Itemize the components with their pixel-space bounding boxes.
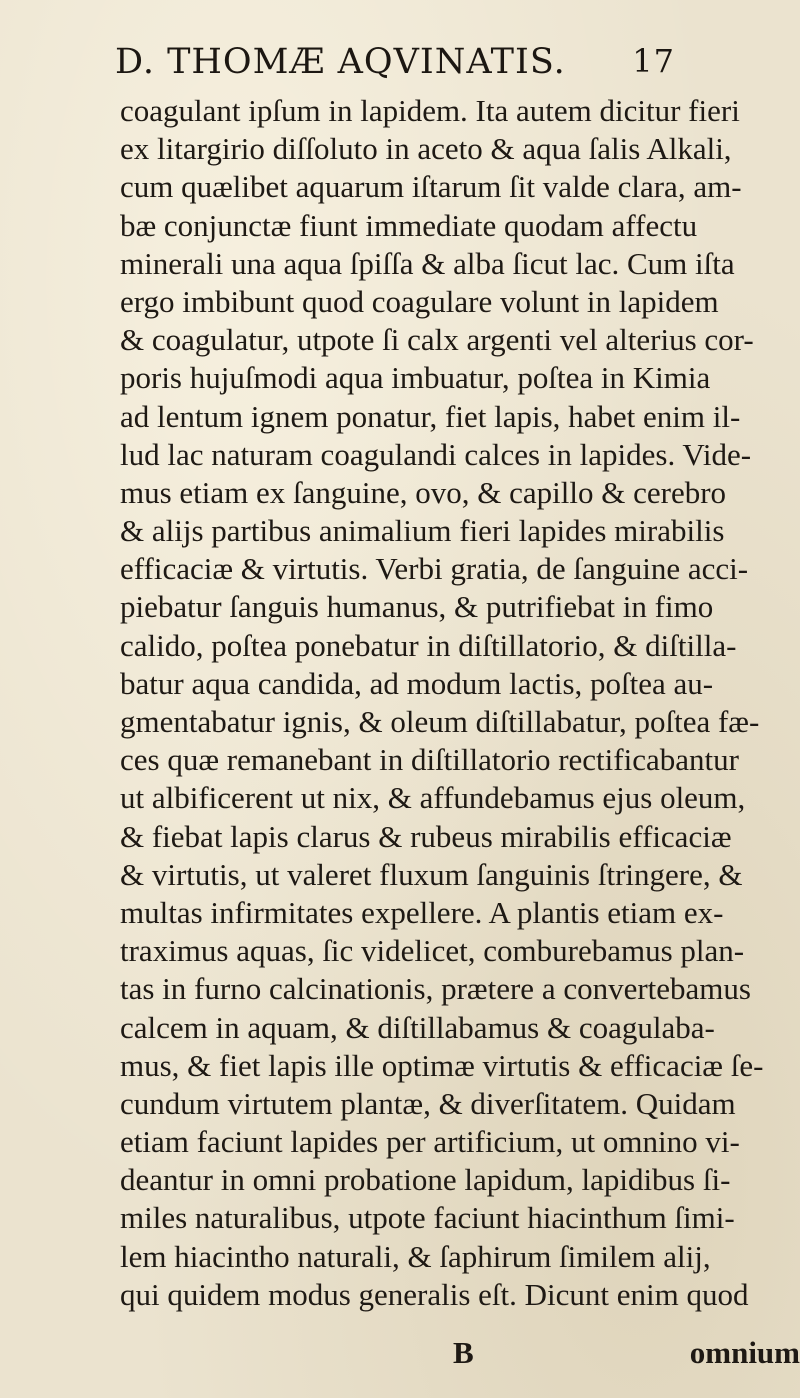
running-title: D. THOMÆ AQVINATIS. <box>115 42 566 82</box>
text-line: traximus aquas, ſic videlicet, comburebamus plan- <box>120 933 745 969</box>
text-line: poris hujuſmodi aqua imbuatur, poſtea in Kimia <box>120 360 711 396</box>
text-line: multas infirmitates expellere. A plantis etiam ex- <box>120 894 724 930</box>
text-line: & fiebat lapis clarus & rubeus mirabilis efficaciæ <box>120 818 732 854</box>
text-line: ad lentum ignem ponatur, fiet lapis, habet enim il- <box>120 398 741 434</box>
text-line: lud lac naturam coagulandi calces in lapides. Vide- <box>120 436 752 472</box>
text-line: ergo imbibunt quod coagulare volunt in lapidem <box>120 283 719 319</box>
catchword: omnium <box>689 1335 800 1370</box>
running-head <box>115 42 675 92</box>
text-line: ut albificerent ut nix, & affundebamus ejus oleum, <box>120 780 746 816</box>
text-line: mus etiam ex ſanguine, ovo, & capillo & cerebro <box>120 474 727 510</box>
text-line: miles naturalibus, utpote faciunt hiacinthum ſimi- <box>120 1200 735 1236</box>
text-line: & virtutis, ut valeret fluxum ſanguinis ſtringere, & <box>120 856 743 892</box>
text-line: batur aqua candida, ad modum lactis, poſtea au- <box>120 665 714 701</box>
page-number: 17 <box>632 42 675 80</box>
text-line: tas in furno calcinationis, prætere a convertebamus <box>120 971 751 1007</box>
text-line: deantur in omni probatione lapidum, lapidibus ſi- <box>120 1162 731 1198</box>
text-line: calido, poſtea ponebatur in diſtillatorio, & diſtilla- <box>120 627 737 663</box>
text-line: piebatur ſanguis humanus, & putrifiebat in fimo <box>120 589 714 625</box>
text-line: minerali una aqua ſpiſſa & alba ſicut lac. Cum iſta <box>120 245 735 281</box>
text-line: ex litargirio diſſoluto in aceto & aqua ſalis Alkali, <box>120 131 732 167</box>
text-line: ces quæ remanebant in diſtillatorio rectificabantur <box>120 742 739 778</box>
text-line: & coagulatur, utpote ſi calx argenti vel alterius cor- <box>120 322 754 358</box>
text-line: calcem in aquam, & diſtillabamus & coagulaba- <box>120 1009 715 1045</box>
text-line: efficaciæ & virtutis. Verbi gratia, de ſanguine acci- <box>120 551 749 587</box>
text-line: cundum virtutem plantæ, & diverſitatem. Quidam <box>120 1085 736 1121</box>
text-line: coagulant ipſum in lapidem. Ita autem dicitur fieri <box>120 93 740 128</box>
body-text <box>120 92 800 1314</box>
text-line: & alijs partibus animalium fieri lapides mirabilis <box>120 513 725 549</box>
text-line: gmentabatur ignis, & oleum diſtillabatur, poſtea fæ- <box>120 704 760 739</box>
text-line: bæ conjunctæ fiunt immediate quodam affectu <box>120 207 698 243</box>
text-line: mus, & fiet lapis ille optimæ virtutis & efficaciæ ſe- <box>120 1047 764 1083</box>
signature-mark: B <box>453 1335 474 1370</box>
text-line: cum quælibet aquarum iſtarum ſit valde clara, am- <box>120 169 742 205</box>
text-line: etiam faciunt lapides per artificium, ut omnino vi- <box>120 1124 740 1160</box>
page-footer <box>120 1335 800 1375</box>
text-line: qui quidem modus generalis eſt. Dicunt enim quod <box>120 1276 749 1312</box>
text-line: lem hiacintho naturali, & ſaphirum ſimilem alij, <box>120 1238 711 1274</box>
